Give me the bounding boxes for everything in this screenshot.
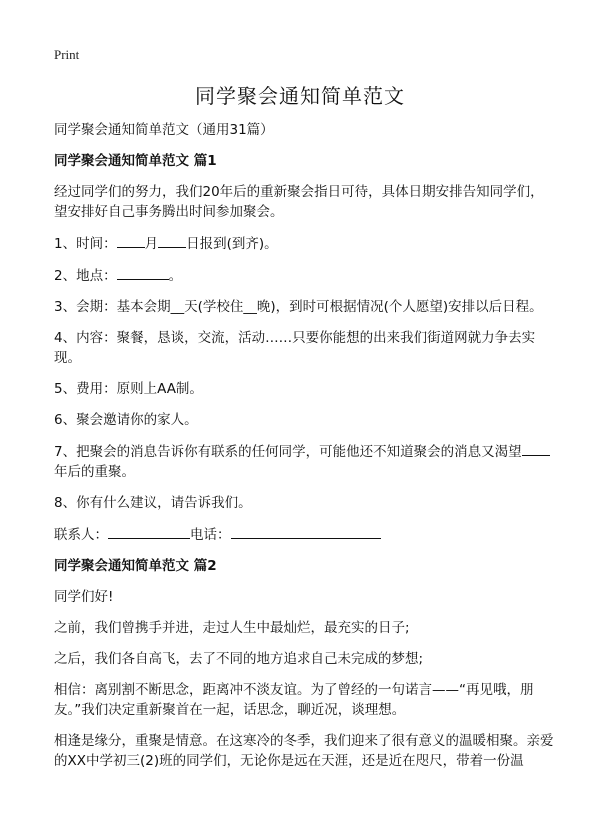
list-item-content: 4、内容：聚餐，恳谈，交流，活动……只要你能想的出来我们街道网就力争去实现。 [54, 330, 536, 366]
blank-location [117, 265, 169, 280]
list-item-family: 6、聚会邀请你的家人。 [54, 412, 198, 428]
inform-text-end: 年后的重聚。 [54, 464, 135, 480]
contact-label: 联系人： [54, 527, 108, 543]
paragraph-after: 之后，我们各自高飞，去了不同的地方追求自己未完成的梦想; [54, 651, 424, 667]
paragraph-greeting: 同学们好! [54, 589, 114, 605]
location-end: 。 [168, 268, 183, 284]
paragraph-intro: 经过同学们的努力，我们20年后的重新聚会指日可待，具体日期安排告知同学们，望安排好自己事务腾出时间参加聚会。 [54, 184, 544, 220]
list-item-location [54, 265, 554, 286]
list-item-time [54, 233, 554, 254]
print-link[interactable]: Print [54, 47, 80, 62]
phone-label: 电话： [190, 527, 231, 543]
list-item-cost: 5、费用：原则上AA制。 [54, 381, 203, 397]
contact-line [54, 524, 554, 545]
blank-years [522, 441, 550, 456]
blank-month [117, 233, 145, 248]
day-label: 日报到(到齐)。 [186, 236, 278, 252]
blank-phone [231, 524, 381, 539]
paragraph-believe: 相信：离别割不断思念，距离冲不淡友谊。为了曾经的一句诺言——“再见哦，朋友。”我们决定重新聚首在一起，话思念，聊近况，谈理想。 [54, 682, 534, 718]
section-heading-2: 同学聚会通知简单范文 篇2 [54, 558, 217, 574]
blank-contact [108, 524, 190, 539]
document-subtitle: 同学聚会通知简单范文（通用31篇） [54, 122, 274, 138]
list-item-duration: 3、会期：基本会期__天(学校住__晚)，到时可根据情况(个人愿望)安排以后日程。 [54, 299, 543, 315]
time-label: 1、时间： [54, 236, 117, 252]
paragraph-reunion: 相逢是缘分，重聚是情意。在这寒冷的冬季，我们迎来了很有意义的温暖相聚。亲爱的XX中学初三(2)班的同学们，无论你是远在天涯，还是近在咫尺，带着一份温 [54, 733, 554, 769]
list-item-inform [54, 441, 554, 482]
page-title: 同学聚会通知简单范文 [195, 84, 405, 108]
document-body [54, 120, 554, 782]
list-item-suggestion: 8、你有什么建议，请告诉我们。 [54, 495, 252, 511]
month-label: 月 [144, 236, 159, 252]
location-label: 2、地点： [54, 268, 117, 284]
paragraph-before: 之前，我们曾携手并进，走过人生中最灿烂，最充实的日子; [54, 620, 410, 636]
inform-text: 7、把聚会的消息告诉你有联系的任何同学，可能他还不知道聚会的消息又渴望 [54, 444, 522, 460]
blank-day [158, 233, 186, 248]
section-heading-1: 同学聚会通知简单范文 篇1 [54, 153, 217, 169]
